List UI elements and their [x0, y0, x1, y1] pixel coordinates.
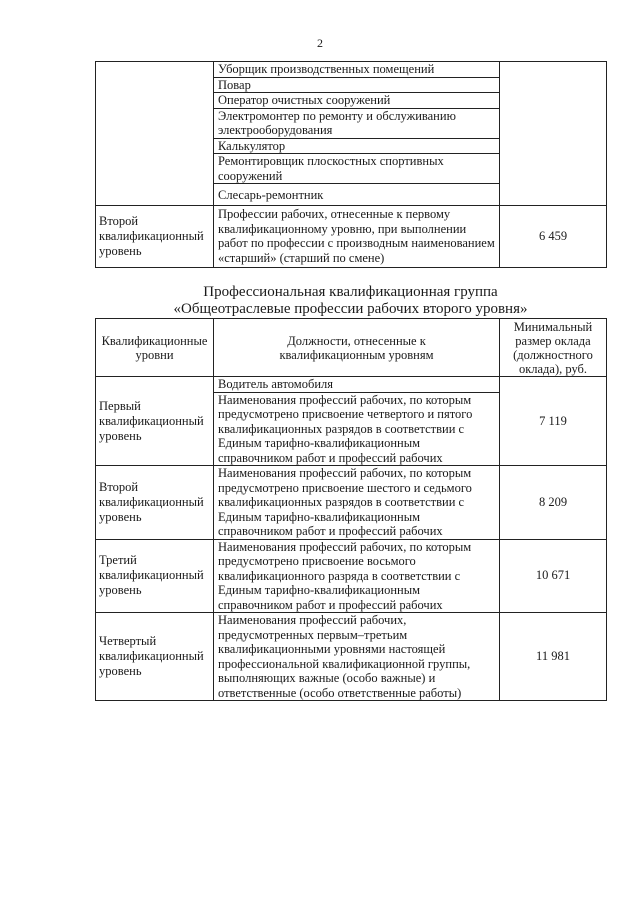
position-list	[214, 377, 500, 466]
position-cell: Наименования профессий рабочих, по которым предусмотрено присвоение восьмого квалификационного разряда в соответствии с Единым тарифно-квалификационным справочником работ и профессий рабочих	[214, 539, 500, 613]
qualification-table	[95, 318, 607, 701]
header-salary: Минимальный размер оклада (должностного оклада), руб.	[500, 319, 607, 377]
level-cell: Третий квалификационный уровень	[96, 539, 214, 613]
salary-cell: 8 209	[500, 466, 607, 540]
list-item: Электромонтер по ремонту и обслуживанию электрооборудования	[214, 109, 499, 139]
list-item: Ремонтировщик плоскостных спортивных сооружений	[214, 154, 499, 184]
table-header-row	[96, 319, 607, 377]
position-cell: Наименования профессий рабочих, предусмотренных первым–третьим квалификационными уровнями настоящей профессиональной квалификационной группы, выполняющих важные (особо важные) и ответственные (особо ответственные работы)	[214, 613, 500, 701]
list-item: Слесарь-ремонтник	[218, 188, 324, 202]
salary-cell: 11 981	[500, 613, 607, 701]
salary-cell: 7 119	[500, 377, 607, 466]
list-item: Водитель автомобиля	[214, 377, 499, 393]
header-positions: Должности, отнесенные к квалификационным уровням	[214, 319, 500, 377]
continuation-table	[95, 61, 607, 268]
table-row	[96, 613, 607, 701]
level-cell: Четвертый квалификационный уровень	[96, 613, 214, 701]
list-item: Оператор очистных сооружений	[214, 93, 499, 109]
header-levels: Квалификационные уровни	[96, 319, 214, 377]
table-row	[96, 205, 607, 267]
group-title	[95, 284, 606, 318]
group-title-line2: «Общеотраслевые профессии рабочих второго уровня»	[173, 301, 528, 317]
position-cell: Наименования профессий рабочих, по которым предусмотрено присвоение шестого и седьмого квалификационных разрядов в соответствии с Единым тарифно-квалификационным справочником работ и профессий рабочих	[214, 466, 500, 540]
list-item: Калькулятор	[214, 139, 499, 155]
table-row	[96, 62, 607, 206]
group-title-line1: Профессиональная квалификационная группа	[203, 284, 498, 300]
table-row	[96, 539, 607, 613]
list-item: Повар	[214, 78, 499, 94]
level-cell: Второй квалификационный уровень	[96, 466, 214, 540]
table-row	[96, 466, 607, 540]
level-cell: Первый квалификационный уровень	[96, 377, 214, 466]
position-list	[214, 62, 500, 206]
position-cell: Профессии рабочих, отнесенные к первому квалификационному уровню, при выполнении работ по профессии с производным наименованием «старший» (старший по смене)	[214, 205, 500, 267]
page-number: 2	[317, 36, 323, 50]
salary-cell-empty	[500, 62, 607, 206]
level-cell: Второй квалификационный уровень	[96, 205, 214, 267]
list-item: Наименования профессий рабочих, по которым предусмотрено присвоение четвертого и пятого квалификационных разрядов в соответствии с Единым тарифно-квалификационным справочником работ и профессий рабочих	[218, 392, 473, 465]
salary-cell: 10 671	[500, 539, 607, 613]
level-cell-empty	[96, 62, 214, 206]
salary-cell: 6 459	[500, 205, 607, 267]
list-item: Уборщик производственных помещений	[214, 62, 499, 78]
table-row	[96, 377, 607, 466]
